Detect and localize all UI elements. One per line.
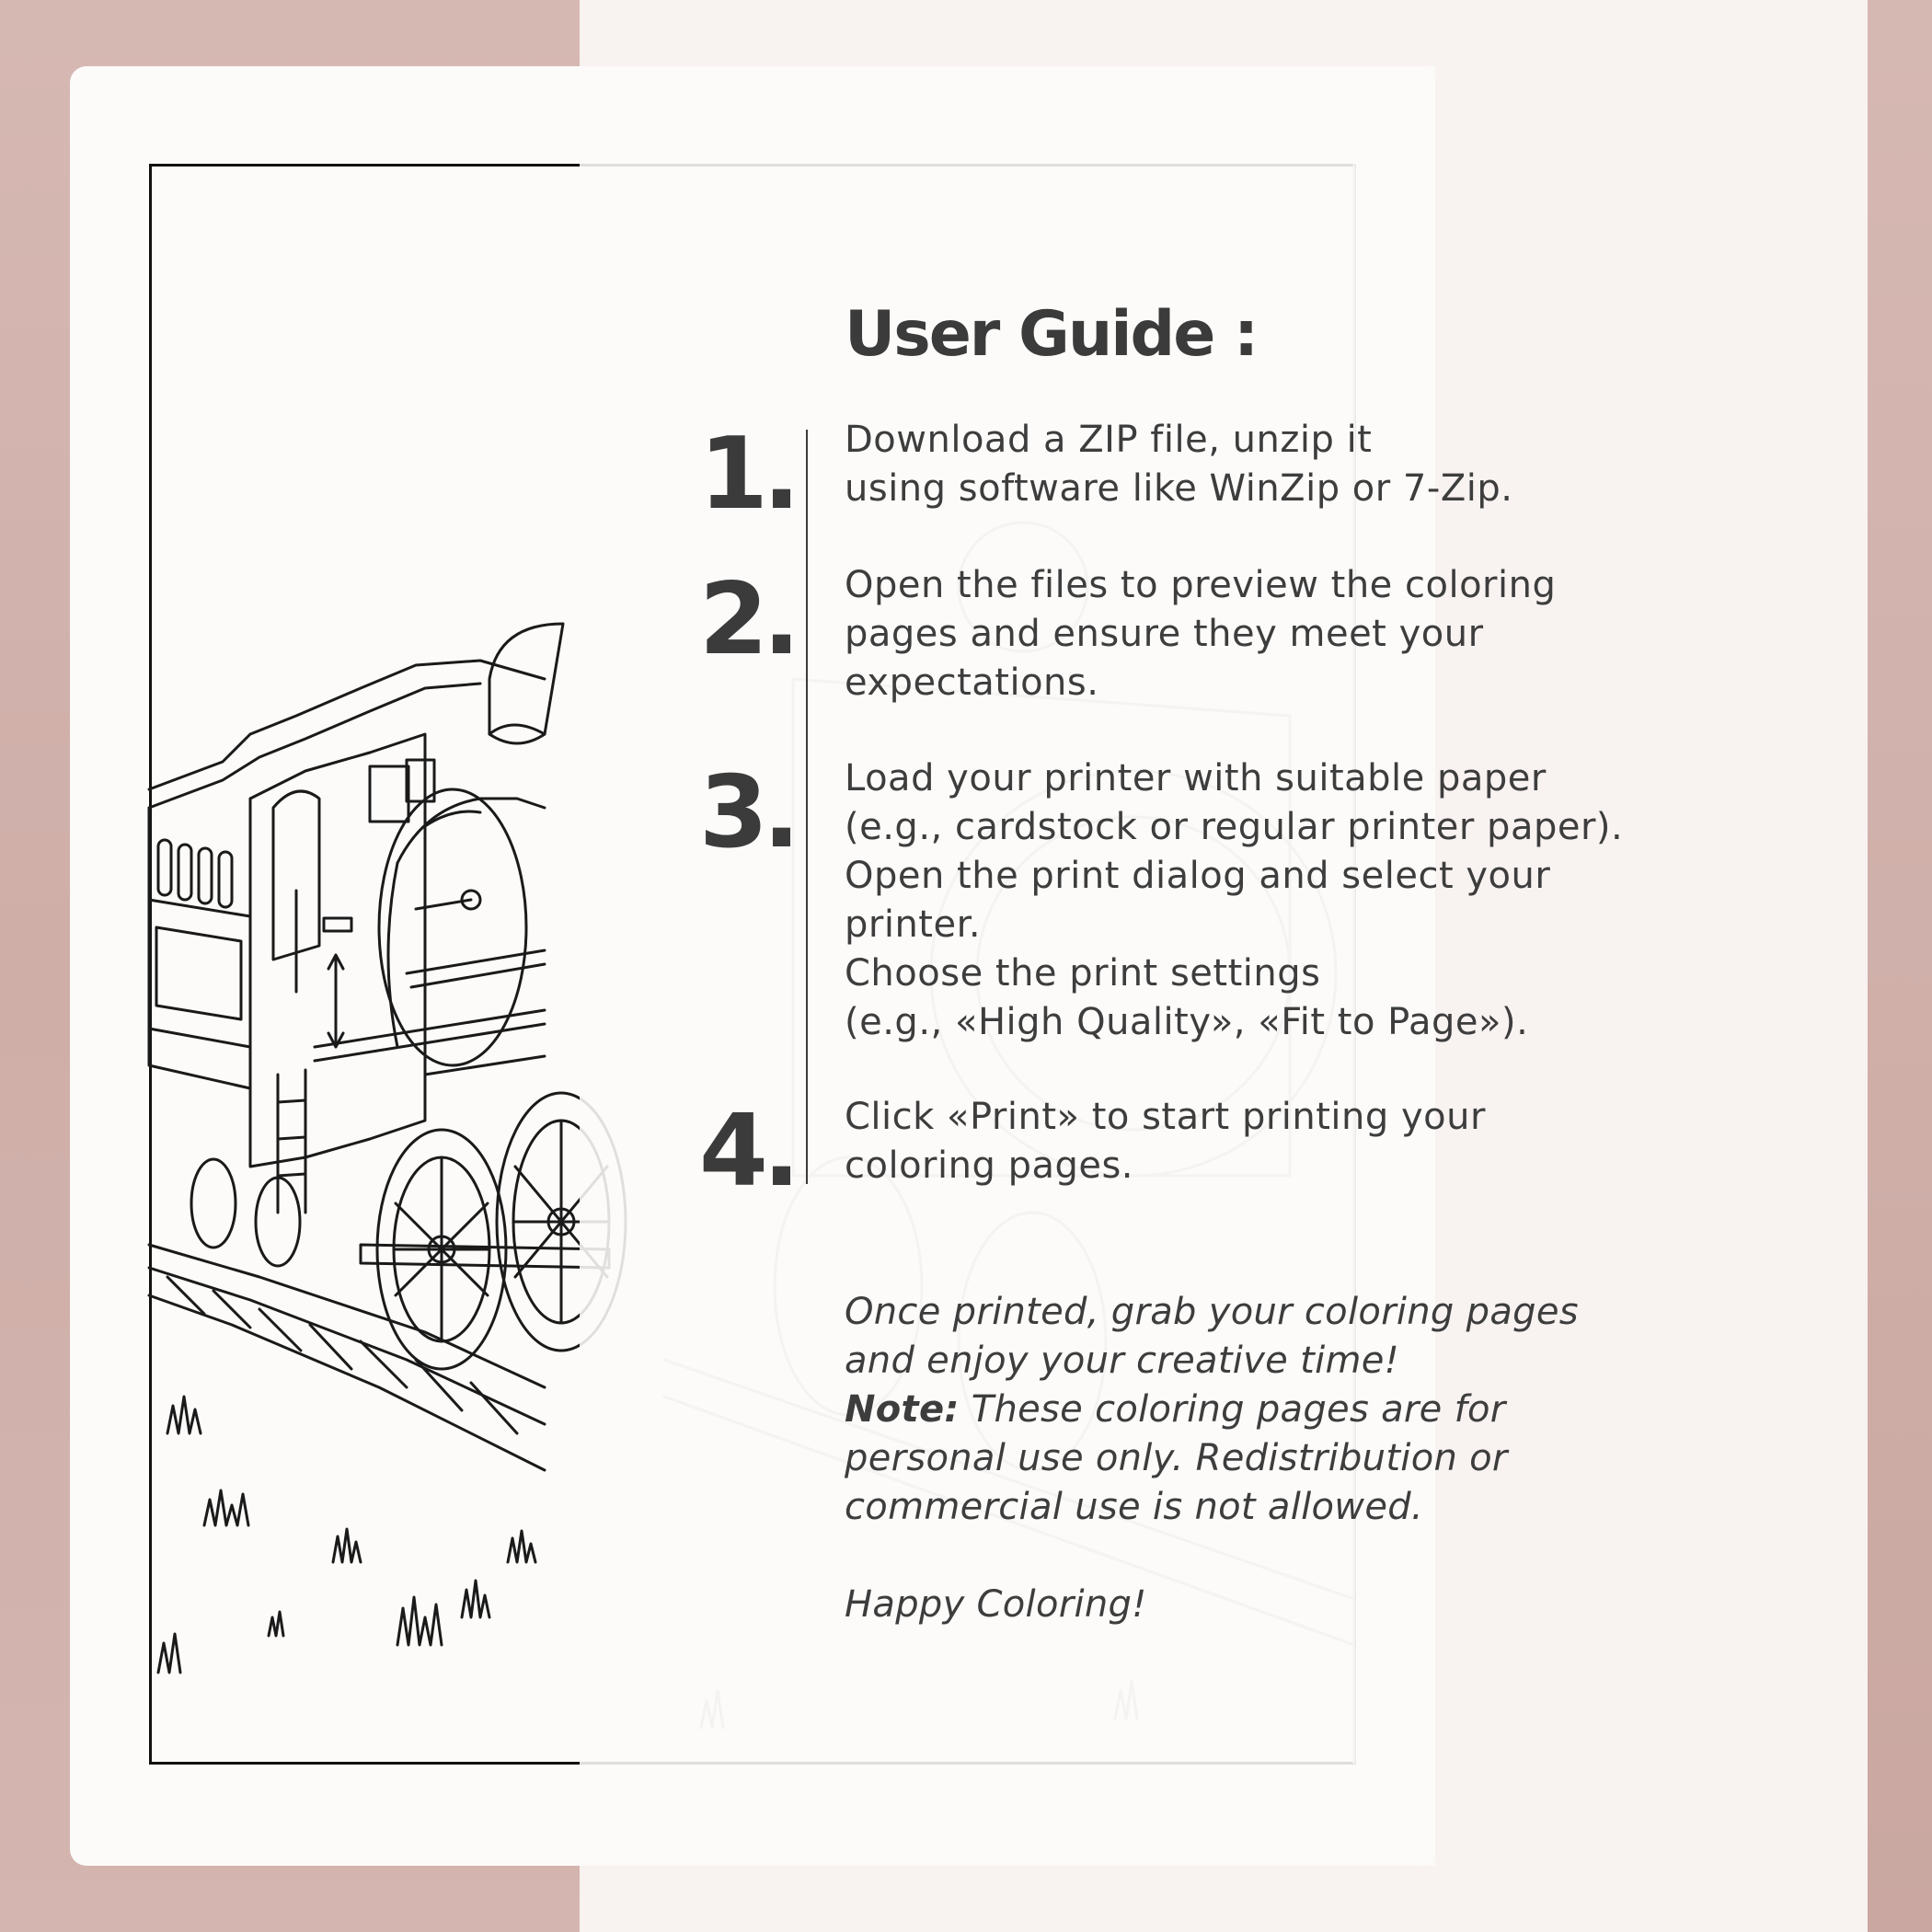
guide-card [70, 66, 1624, 1866]
step-2-line-2: pages and ensure they meet your [845, 613, 1484, 655]
step-number-2: 2. [698, 562, 795, 677]
step-number-3: 3. [698, 755, 795, 870]
step-1-line-2: using software like WinZip or 7-Zip. [845, 467, 1513, 510]
step-3-line-4: printer. [845, 903, 982, 946]
step-number-4: 4. [698, 1094, 795, 1209]
closing-line-1: Once printed, grab your coloring pages [845, 1291, 1579, 1333]
step-3-line-1: Load your printer with suitable paper [845, 757, 1547, 799]
guide-title: User Guide : [845, 298, 1258, 371]
step-number-1: 1. [698, 417, 795, 532]
step-4-line-1: Click «Print» to start printing your [845, 1096, 1486, 1138]
steps-divider [806, 430, 808, 1184]
step-3-line-2: (e.g., cardstock or regular printer paper). [845, 806, 1624, 848]
step-2-line-3: expectations. [845, 661, 1099, 704]
note-label: Note: [845, 1388, 960, 1431]
step-3-text [845, 754, 1719, 1047]
step-4-text [845, 1093, 1719, 1190]
note-text-1: These coloring pages are for [959, 1388, 1506, 1431]
user-guide [70, 66, 1624, 1866]
farewell: Happy Coloring! [845, 1583, 1147, 1626]
step-1-text [845, 416, 1719, 513]
step-3-line-5: Choose the print settings [845, 952, 1321, 995]
note-line-2: personal use only. Redistribution or [845, 1437, 1508, 1479]
background-right [1868, 0, 1932, 1932]
note-line-1 [845, 1386, 1719, 1434]
step-2-text [845, 561, 1719, 707]
note-line-3: commercial use is not allowed. [845, 1486, 1423, 1528]
step-3-line-3: Open the print dialog and select your [845, 855, 1551, 897]
step-2-line-1: Open the files to preview the coloring [845, 564, 1557, 606]
closing-message [845, 1288, 1719, 1629]
closing-line-2: and enjoy your creative time! [845, 1340, 1400, 1382]
step-3-line-6: (e.g., «High Quality», «Fit to Page»). [845, 1001, 1529, 1043]
step-4-line-2: coloring pages. [845, 1144, 1134, 1187]
step-1-line-1: Download a ZIP file, unzip it [845, 419, 1373, 461]
